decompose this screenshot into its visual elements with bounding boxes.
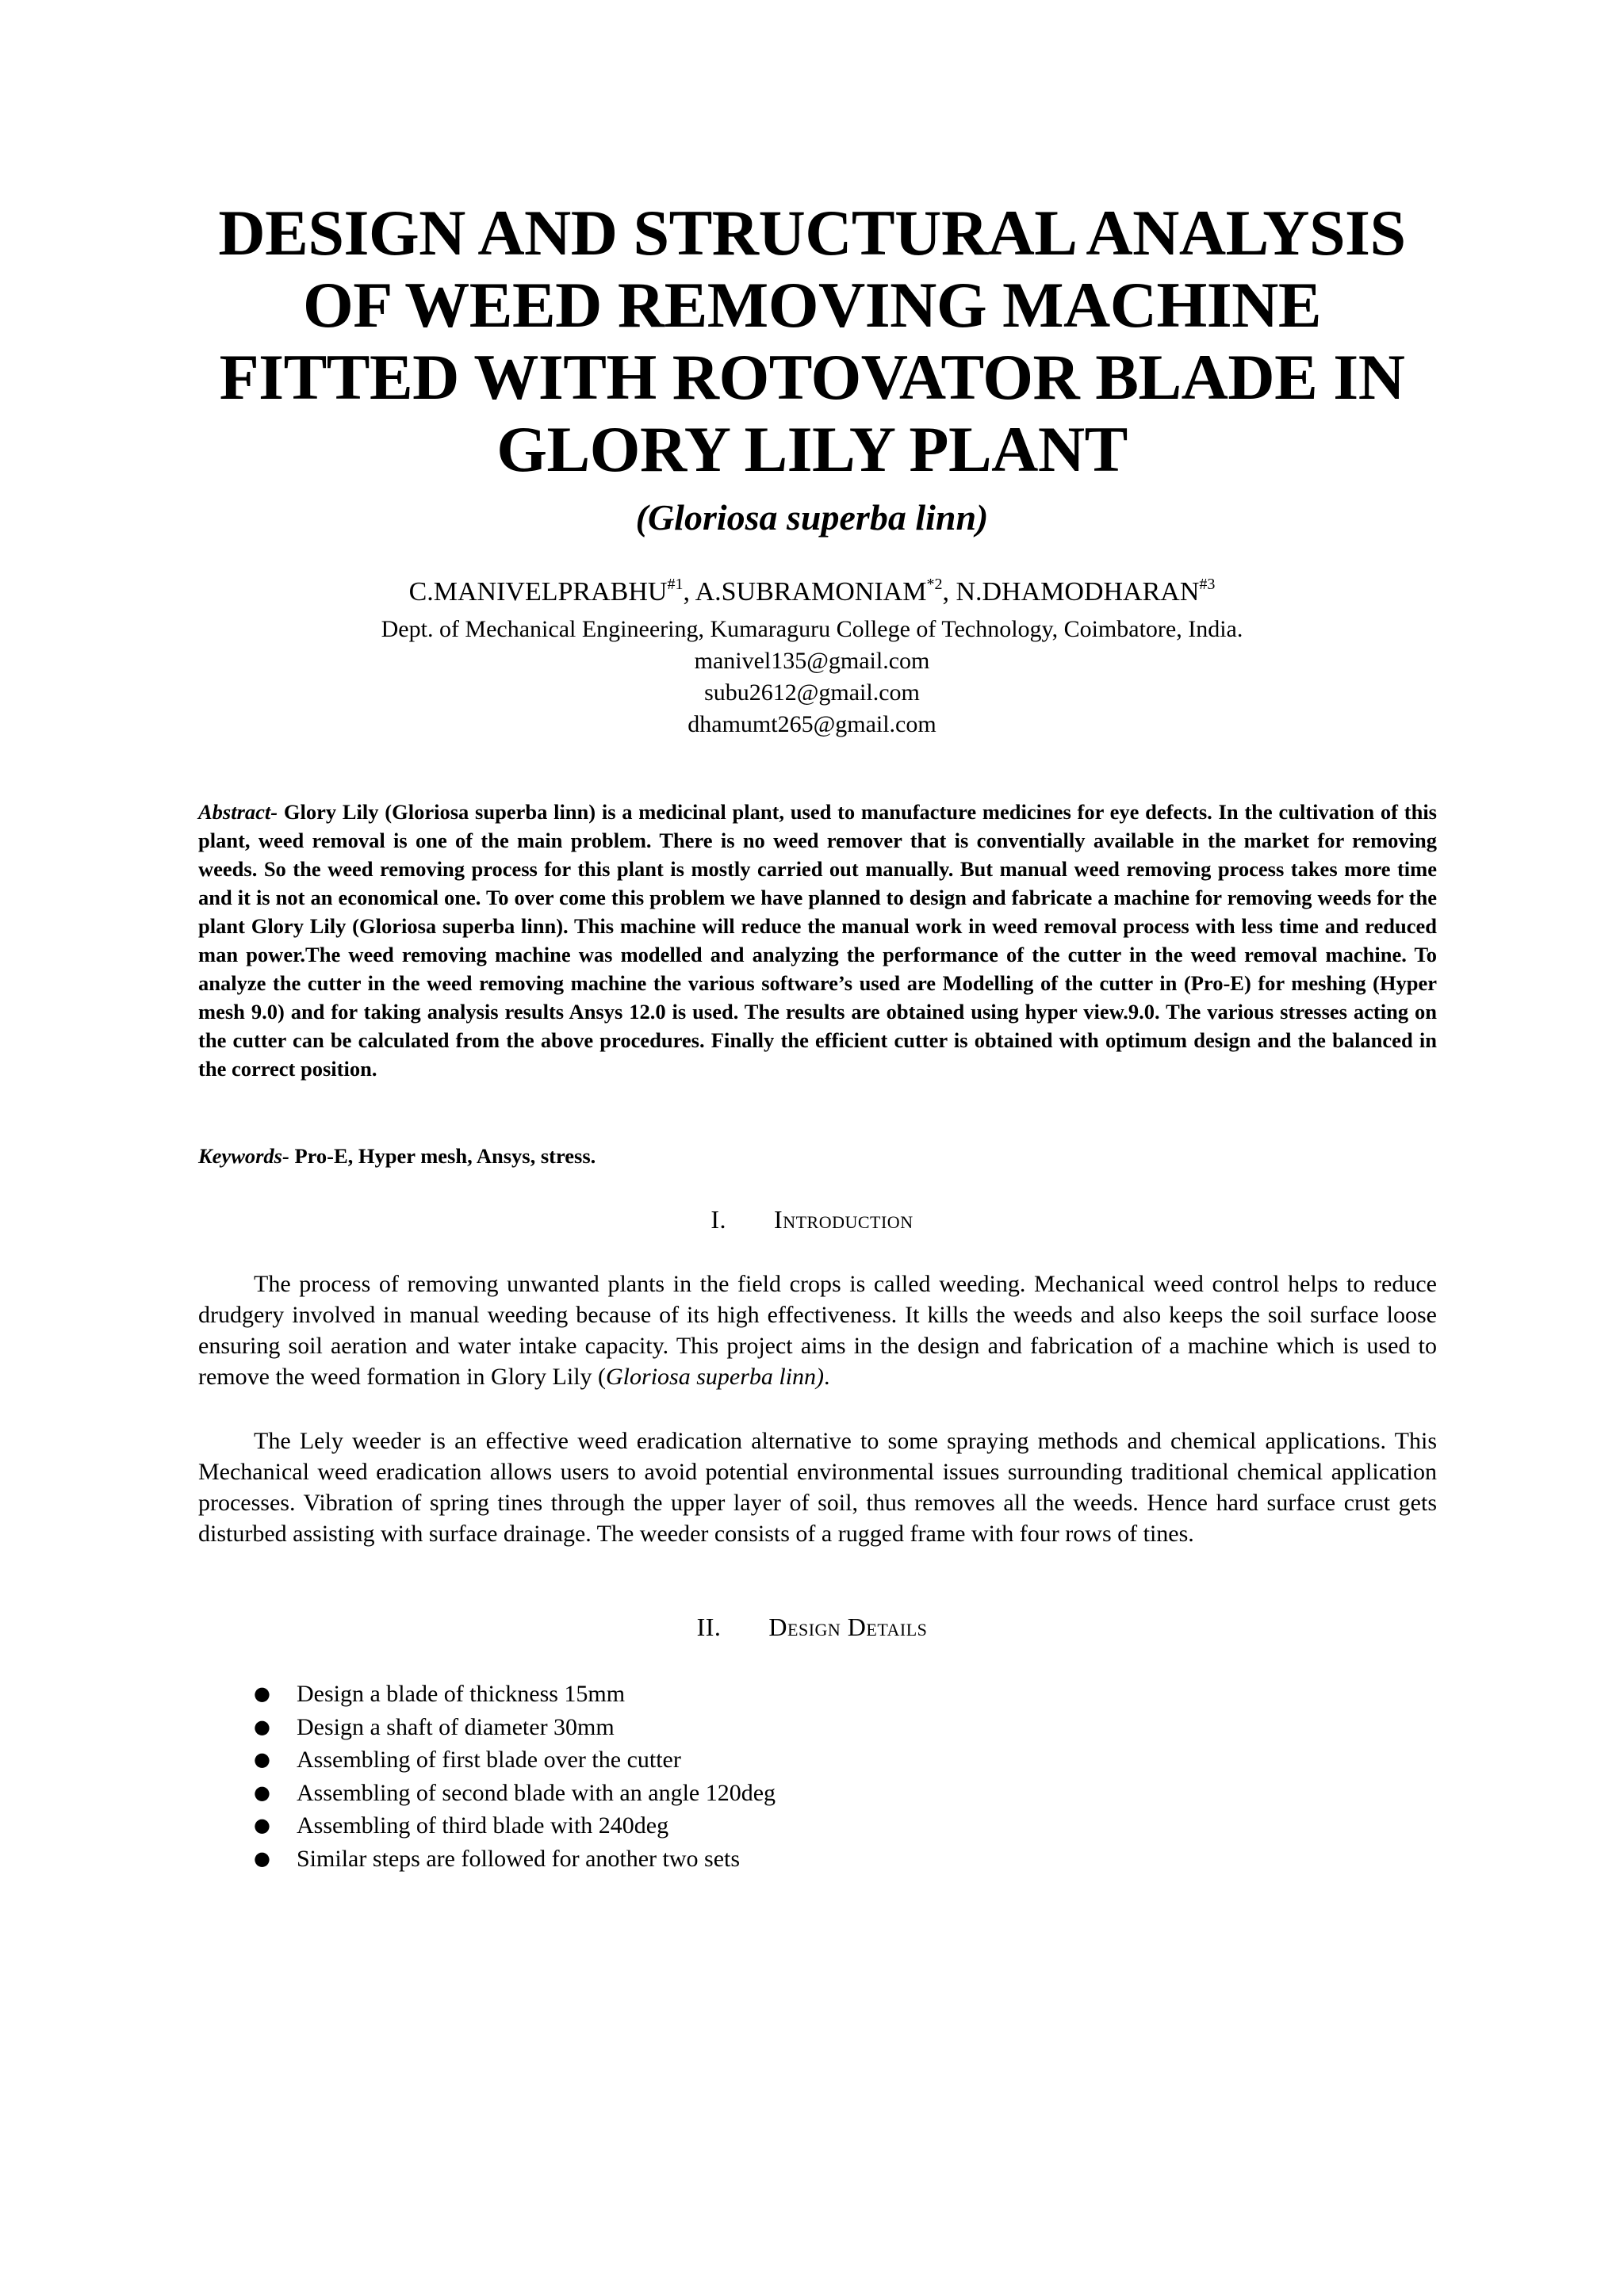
abstract-text: Glory Lily (Gloriosa superba linn) is a medicinal plant, used to manufacture medicines for eye defects. In the cultivation of this plant, weed removal is one of the main problem. There is no weed remover that is conventially available in the market for removing weeds. So the weed removing process for this plant is mostly carried out manually. But manual weed removing process takes more time and it is not an economical one. To over come this problem we have planned to design and fabricate a machine for removing weeds for the plant Glory Lily (Gloriosa superba linn). This machine will reduce the manual work in weed removal process with less time and reduced man power.The weed removing machine was modelled and analyzing the performance of the cutter in the weed removal machine. To analyze the cutter in the weed removing machine the various software’s used are Modelling of the cutter in (Pro-E) for meshing (Hyper mesh 9.0) and for taking analysis results Ansys 12.0 is used. The results are obtained using hyper view.9.0. The various stresses acting on the cutter can be calculated from the above procedures. Finally the efficient cutter is obtained with optimum design and the balanced in the correct position. <box>198 800 1437 1081</box>
section-title: Introduction <box>774 1205 914 1234</box>
author-mark: #3 <box>1199 576 1216 593</box>
section-number: I. <box>710 1205 727 1234</box>
bullet-icon: ● <box>254 1715 270 1738</box>
abstract-label: Abstract- <box>198 800 278 824</box>
email-link[interactable]: dhamumt265@gmail.com <box>688 711 936 737</box>
list-item-text: Design a shaft of diameter 30mm <box>297 1713 615 1740</box>
section-heading-introduction <box>159 1203 1465 1235</box>
list-item <box>198 1843 1437 1876</box>
body-paragraph <box>198 1425 1437 1549</box>
body-paragraph <box>198 1269 1437 1392</box>
author-name: C.MANIVELPRABHU <box>408 577 668 607</box>
email-link[interactable]: subu2612@gmail.com <box>704 679 920 706</box>
list-item-text: Similar steps are followed for another two sets <box>297 1845 741 1872</box>
title-line: FITTED WITH ROTOVATOR BLADE IN <box>219 341 1405 413</box>
title-line: DESIGN AND STRUCTURAL ANALYSIS <box>218 197 1406 269</box>
keywords-text: Pro-E, Hyper mesh, Ansys, stress. <box>289 1144 596 1168</box>
title-line: OF WEED REMOVING MACHINE <box>302 269 1322 341</box>
bullet-icon: ● <box>254 1781 270 1804</box>
title-line: GLORY LILY PLANT <box>496 413 1128 485</box>
author-mark: *2 <box>926 576 943 593</box>
list-item-text: Assembling of third blade with 240deg <box>297 1812 669 1839</box>
paragraph-italic: Gloriosa superba linn) <box>606 1364 825 1390</box>
author-separator: , <box>942 577 956 607</box>
list-item-text: Design a blade of thickness 15mm <box>297 1681 626 1707</box>
paper-subtitle: (Gloriosa superba linn) <box>635 497 989 538</box>
affiliation: Dept. of Mechanical Engineering, Kumaraguru College of Technology, Coimbatore, India. <box>381 616 1243 642</box>
keywords <box>198 1142 1437 1170</box>
bullet-icon: ● <box>254 1748 270 1770</box>
list-item <box>198 1678 1437 1711</box>
design-steps-list <box>198 1678 1437 1875</box>
list-item <box>198 1743 1437 1777</box>
paper-title <box>159 197 1465 485</box>
author-mark: #1 <box>667 576 684 593</box>
section-number: II. <box>696 1613 722 1641</box>
author-name: A.SUBRAMONIAM <box>695 577 927 607</box>
list-item-text: Assembling of first blade over the cutter <box>297 1747 681 1773</box>
list-item <box>198 1777 1437 1810</box>
author-separator: , <box>683 577 695 607</box>
affiliation-block <box>159 614 1465 740</box>
list-item <box>198 1809 1437 1843</box>
bullet-icon: ● <box>254 1846 270 1869</box>
email-link[interactable]: manivel135@gmail.com <box>694 648 930 674</box>
abstract <box>198 798 1437 1083</box>
keywords-label: Keywords- <box>198 1144 289 1168</box>
bullet-icon: ● <box>254 1682 270 1705</box>
section-heading-design-details <box>159 1611 1465 1643</box>
author-name: N.DHAMODHARAN <box>956 577 1200 607</box>
bullet-icon: ● <box>254 1814 270 1836</box>
paragraph-tail: . <box>824 1364 830 1390</box>
paragraph-text: The Lely weeder is an effective weed eradication alternative to some spraying methods and chemical applications. This Mechanical weed eradication allows users to avoid potential environmental issues surrounding traditional chemical application processes. Vibration of spring tines through the upper layer of soil, thus removes all the weeds. Hence hard surface crust gets disturbed assisting with surface drainage. The weeder consists of a rugged frame with four rows of tines. <box>198 1428 1437 1547</box>
author-list <box>159 576 1465 609</box>
list-item <box>198 1711 1437 1744</box>
list-item-text: Assembling of second blade with an angle 120deg <box>297 1779 776 1806</box>
paragraph-text: The process of removing unwanted plants in the field crops is called weeding. Mechanical weed control helps to reduce drudgery involved in manual weeding because of its high effectiveness. It kills the weeds and also keeps the soil surface loose ensuring soil aeration and water intake capacity. This project aims in the design and fabrication of a machine which is used to remove the weed formation in Glory Lily ( <box>198 1271 1437 1390</box>
section-title: Design Details <box>768 1613 928 1641</box>
